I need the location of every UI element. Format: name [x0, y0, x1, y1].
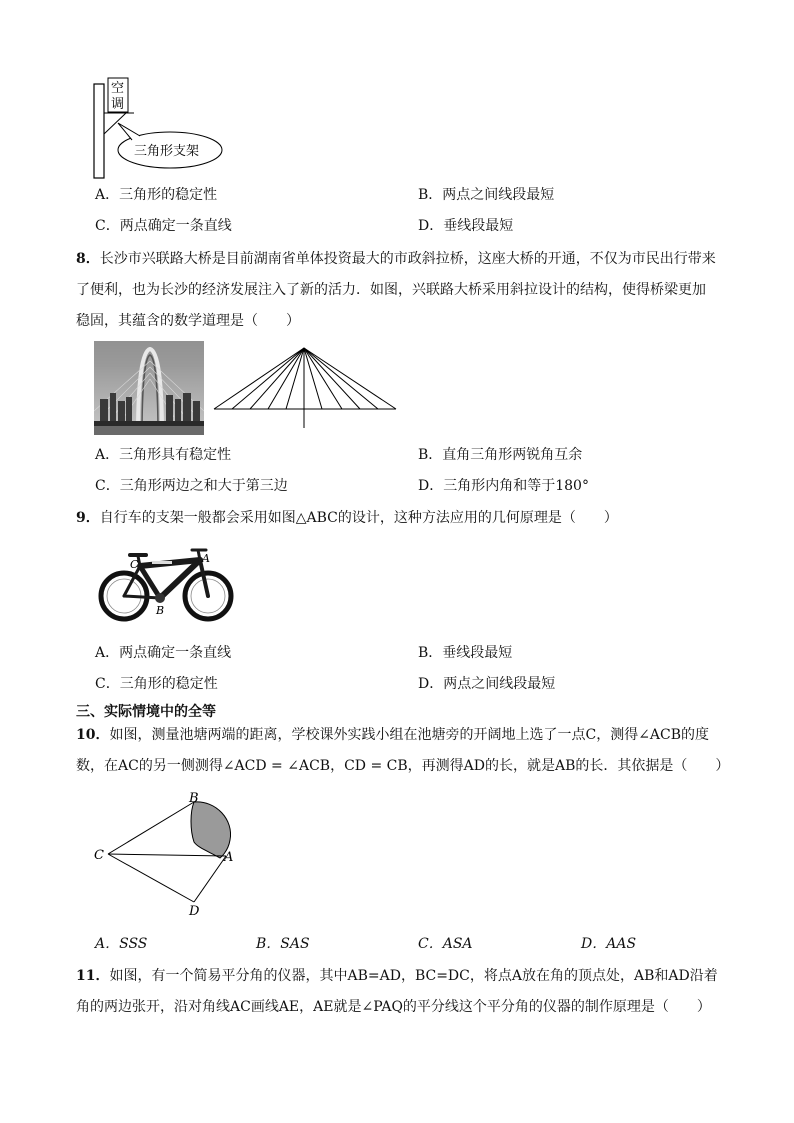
bridge-photo — [94, 341, 204, 435]
q11-number: 11． — [76, 968, 110, 984]
q7-option-b[interactable]: B．两点之间线段最短 — [418, 187, 555, 203]
q8-option-b[interactable]: B．直角三角形两锐角互余 — [418, 447, 583, 463]
pond-label-c: C — [94, 848, 104, 863]
q10-line-1: 如图，测量池塘两端的距离，学校课外实践小组在池塘旁的开阔地上选了一点C，测得∠ACB的度 — [109, 727, 710, 743]
q8-number: 8． — [76, 251, 100, 267]
q9-number: 9． — [76, 510, 100, 526]
q8-option-d[interactable]: D．三角形内角和等于180° — [418, 478, 589, 494]
section-title: 三、实际情境中的全等 — [76, 704, 216, 720]
bicycle-figure — [96, 544, 236, 624]
pond-figure — [90, 790, 240, 920]
q9-text: 自行车的支架一般都会采用如图△ABC的设计，这种方法应用的几何原理是（ ） — [99, 510, 618, 526]
ac-label-2: 调 — [111, 97, 125, 112]
q7-option-a[interactable]: A．三角形的稳定性 — [95, 187, 218, 203]
q7-figure — [88, 76, 233, 180]
pond-label-b: B — [189, 791, 199, 806]
pond-label-d: D — [189, 904, 200, 919]
q10-option-c[interactable]: C．ASA — [418, 936, 473, 952]
callout-text: 三角形支架 — [134, 144, 200, 159]
q10-line-2: 数，在AC的另一侧测得∠ACD = ∠ACB，CD = CB，再测得AD的长，就是AB的长．其依据是（ ） — [76, 758, 730, 774]
q8-option-c[interactable]: C．三角形两边之和大于第三边 — [95, 478, 288, 494]
ac-label-1: 空 — [111, 81, 125, 96]
q9-option-c[interactable]: C．三角形的稳定性 — [95, 676, 218, 692]
q9-stem — [76, 508, 618, 528]
q8-line-1: 长沙市兴联路大桥是目前湖南省单体投资最大的市政斜拉桥，这座大桥的开通，不仅为市民出行带来 — [99, 251, 716, 267]
q8-option-a[interactable]: A．三角形具有稳定性 — [95, 447, 232, 463]
q10-option-b[interactable]: B．SAS — [256, 936, 310, 952]
bracket-diagonal — [104, 113, 126, 134]
q11-line-2: 角的两边张开，沿对角线AC画线AE，AE就是∠PAQ的平分线这个平分角的仪器的制作原理是（ ） — [76, 999, 711, 1015]
q7-option-d[interactable]: D．垂线段最短 — [418, 218, 514, 234]
bridge-diagram — [212, 346, 398, 430]
q10-option-a[interactable]: A．SSS — [95, 936, 148, 952]
q9-option-a[interactable]: A．两点确定一条直线 — [95, 645, 232, 661]
bike-label-a: A — [202, 552, 210, 565]
q10-stem — [76, 720, 741, 782]
q10-number: 10． — [76, 727, 110, 743]
callout-pointer — [118, 123, 140, 140]
q8-stem — [76, 244, 741, 337]
q8-line-2: 了便利，也为长沙的经济发展注入了新的活力．如图，兴联路大桥采用斜拉设计的结构，使得桥梁更加 — [76, 282, 706, 298]
q11-line-1: 如图，有一个简易平分角的仪器，其中AB=AD，BC=DC，将点A放在角的顶点处，AB和AD沿着 — [109, 968, 718, 984]
q11-stem — [76, 961, 741, 1023]
q8-line-3: 稳固，其蕴含的数学道理是（ ） — [76, 313, 300, 329]
bike-label-c: C — [130, 558, 139, 571]
q9-option-b[interactable]: B．垂线段最短 — [418, 645, 513, 661]
bike-label-b: B — [156, 604, 165, 617]
wall — [94, 84, 104, 178]
q10-option-d[interactable]: D．AAS — [581, 936, 637, 952]
q7-option-c[interactable]: C．两点确定一条直线 — [95, 218, 232, 234]
q9-option-d[interactable]: D．两点之间线段最短 — [418, 676, 556, 692]
pond-label-a: A — [224, 850, 234, 865]
